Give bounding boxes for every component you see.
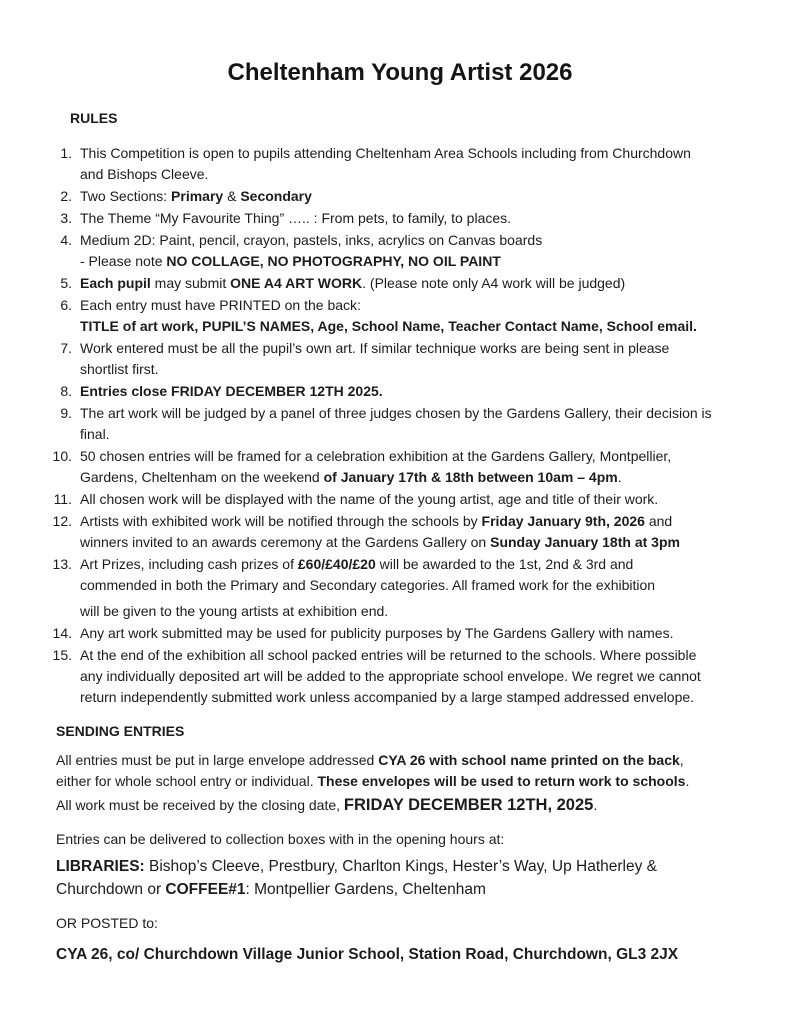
- rule-item: [46, 186, 782, 207]
- text-line: [80, 208, 782, 229]
- text-line: [80, 575, 782, 596]
- text-run: Two Sections:: [80, 188, 172, 204]
- rule-number: 2.: [60, 188, 72, 204]
- rule-number: 11.: [53, 491, 72, 507]
- text-run: and: [644, 513, 673, 529]
- text-run: Entries can be delivered to collection boxes with in the opening hours at:: [56, 831, 505, 847]
- text-run: CYA 26 with school name printed on the back: [378, 752, 680, 768]
- text-run: Churchdown or: [56, 881, 166, 898]
- rule-number: 10.: [52, 448, 72, 464]
- text-line: [80, 623, 782, 644]
- text-line: [80, 164, 782, 185]
- text-run: Bishop’s Cleeve, Prestbury, Charlton Kings, Hester’s Way, Up Hatherley &: [144, 858, 657, 875]
- text-run: FRIDAY DECEMBER 12TH, 2025: [343, 796, 594, 814]
- rule-number: 14.: [52, 625, 72, 641]
- text-run: This Competition is open to pupils attending Cheltenham Area Schools including from Churchdown: [80, 145, 691, 161]
- rule-text: [72, 230, 782, 272]
- rule-item: [46, 295, 782, 337]
- text-run: Any art work submitted may be used for publicity purposes by The Gardens Gallery with names.: [80, 625, 674, 641]
- text-line: [56, 913, 786, 934]
- text-run: Sunday January 18th at 3pm: [490, 534, 680, 550]
- text-run: Work entered must be all the pupil’s own art. If similar technique works are being sent in please: [80, 340, 670, 356]
- rule-number: 8.: [60, 383, 72, 399]
- text-run: Friday January 9th, 2026: [481, 513, 645, 529]
- text-run: £60/£40/£20: [297, 556, 376, 572]
- text-run: will be awarded to the 1st, 2nd & 3rd and: [375, 556, 634, 572]
- text-run: Gardens, Cheltenham on the weekend: [80, 469, 324, 485]
- text-run: ONE A4 ART WORK: [230, 275, 363, 291]
- text-line: [56, 750, 786, 771]
- text-run: commended in both the Primary and Secondary categories. All framed work for the exhibition: [80, 577, 656, 593]
- rule-number: 9.: [60, 405, 72, 421]
- text-run: final.: [80, 426, 110, 442]
- rule-text: [72, 295, 782, 337]
- text-line: [80, 424, 782, 445]
- text-run: These envelopes will be used to return work to schools: [317, 773, 686, 789]
- rule-text: [72, 338, 782, 380]
- rules-list: [0, 143, 800, 708]
- text-run: The Theme “My Favourite Thing” ….. : From pets, to family, to places.: [80, 210, 512, 226]
- rule-text: [72, 186, 782, 207]
- text-line: [80, 554, 782, 575]
- text-line: [80, 251, 782, 272]
- text-line: [80, 316, 782, 337]
- text-line: [80, 532, 782, 553]
- text-run: Artists with exhibited work will be notified through the schools by: [80, 513, 482, 529]
- text-run: .: [617, 469, 622, 485]
- text-run: OR POSTED to:: [56, 915, 158, 931]
- rule-item: [46, 623, 782, 644]
- rules-heading: RULES: [70, 110, 118, 126]
- text-run: Medium 2D: Paint, pencil, crayon, pastels, inks, acrylics on Canvas boards: [80, 232, 543, 248]
- text-run: either for whole school entry or individual.: [56, 773, 318, 789]
- text-run: and Bishops Cleeve.: [80, 166, 209, 182]
- rule-item: [46, 338, 782, 380]
- rule-item: [46, 403, 782, 445]
- paragraph-envelope-instructions: [56, 750, 786, 792]
- paragraph-postal-address: [56, 943, 786, 966]
- rule-item: [46, 381, 782, 402]
- text-run: All work must be received by the closing date,: [56, 797, 344, 813]
- text-line: [80, 403, 782, 424]
- text-run: COFFEE#1: [165, 881, 246, 898]
- text-run: may submit: [150, 275, 231, 291]
- rule-number: 4.: [60, 232, 72, 248]
- text-run: shortlist first.: [80, 361, 159, 377]
- text-run: .: [685, 773, 690, 789]
- text-run: Primary: [171, 188, 224, 204]
- text-line: [56, 795, 786, 816]
- text-line: [80, 295, 782, 316]
- sending-entries-heading: SENDING ENTRIES: [56, 723, 185, 739]
- rule-number: 6.: [60, 297, 72, 313]
- text-run: At the end of the exhibition all school packed entries will be returned to the schools. Where possible: [80, 647, 697, 663]
- text-line: [56, 943, 786, 966]
- paragraph-delivery-info: [56, 829, 786, 850]
- text-run: All chosen work will be displayed with the name of the young artist, age and title of their work.: [80, 491, 659, 507]
- text-run: 50 chosen entries will be framed for a celebration exhibition at the Gardens Gallery, Montpellier,: [80, 448, 672, 464]
- rule-text: [72, 489, 782, 510]
- rule-text: [72, 554, 782, 622]
- text-line: [56, 771, 786, 792]
- rule-text: [72, 403, 782, 445]
- text-line: [80, 381, 782, 402]
- text-line: [80, 359, 782, 380]
- rule-item: [46, 143, 782, 185]
- text-line: [80, 230, 782, 251]
- rule-number: 12.: [52, 513, 72, 529]
- rule-item: [46, 208, 782, 229]
- rule-text: [72, 623, 782, 644]
- paragraph-libraries-locations: [56, 855, 786, 901]
- rule-number: 5.: [60, 275, 72, 291]
- text-run: Entries close FRIDAY DECEMBER 12TH 2025.: [80, 383, 383, 399]
- text-run: Each pupil: [80, 275, 151, 291]
- text-line: [80, 338, 782, 359]
- text-run: All entries must be put in large envelope addressed: [56, 752, 379, 768]
- rule-item: [46, 554, 782, 622]
- rule-text: [72, 208, 782, 229]
- text-run: will be given to the young artists at exhibition end.: [80, 603, 389, 619]
- text-run: The art work will be judged by a panel of three judges chosen by the Gardens Gallery, their decision is: [80, 405, 712, 421]
- text-line: [56, 878, 786, 901]
- text-line: [80, 467, 782, 488]
- text-line: [80, 601, 782, 622]
- text-run: ,: [679, 752, 684, 768]
- sending-entries-section: [56, 724, 786, 966]
- text-run: Secondary: [240, 188, 312, 204]
- rule-number: 1.: [60, 145, 72, 161]
- rule-text: [72, 511, 782, 553]
- page-title: Cheltenham Young Artist 2026: [227, 59, 573, 86]
- rule-item: [46, 230, 782, 272]
- rule-text: [72, 143, 782, 185]
- rule-number: 13.: [52, 556, 72, 572]
- text-run: . (Please note only A4 work will be judged): [362, 275, 626, 291]
- text-run: of January 17th & 18th between 10am – 4pm: [323, 469, 618, 485]
- text-line: [80, 666, 782, 687]
- text-line: [80, 446, 782, 467]
- text-line: [80, 511, 782, 532]
- paragraph-or-posted: [56, 913, 786, 934]
- text-run: Each entry must have PRINTED on the back:: [80, 297, 361, 313]
- text-run: TITLE of art work, PUPIL’S NAMES, Age, School Name, Teacher Contact Name, School email.: [80, 318, 697, 334]
- rule-item: [46, 511, 782, 553]
- text-line: [80, 143, 782, 164]
- paragraph-closing-date: [56, 795, 786, 816]
- rule-item: [46, 446, 782, 488]
- text-run: - Please note: [80, 253, 167, 269]
- text-run: Art Prizes, including cash prizes of: [80, 556, 298, 572]
- text-run: return independently submitted work unless accompanied by a large stamped addressed envelope.: [80, 689, 695, 705]
- text-line: [80, 273, 782, 294]
- text-run: any individually deposited art will be added to the appropriate school envelope. We regret we cannot: [80, 668, 701, 684]
- rule-item: [46, 645, 782, 708]
- rule-text: [72, 645, 782, 708]
- text-line: [80, 186, 782, 207]
- text-run: NO COLLAGE, NO PHOTOGRAPHY, NO OIL PAINT: [166, 253, 501, 269]
- text-run: LIBRARIES:: [56, 858, 145, 875]
- text-line: [56, 855, 786, 878]
- rule-text: [72, 273, 782, 294]
- text-run: &: [223, 188, 241, 204]
- rule-item: [46, 489, 782, 510]
- text-run: .: [593, 797, 598, 813]
- text-run: winners invited to an awards ceremony at the Gardens Gallery on: [80, 534, 491, 550]
- text-line: [80, 687, 782, 708]
- rule-number: 3.: [60, 210, 72, 226]
- text-run: CYA 26, co/ Churchdown Village Junior School, Station Road, Churchdown, GL3 2JX: [56, 946, 679, 963]
- text-line: [80, 489, 782, 510]
- rule-text: [72, 446, 782, 488]
- text-line: [80, 645, 782, 666]
- text-run: : Montpellier Gardens, Cheltenham: [245, 881, 486, 898]
- rule-number: 15.: [52, 647, 72, 663]
- rule-number: 7.: [60, 340, 72, 356]
- rule-text: [72, 381, 782, 402]
- text-line: [56, 829, 786, 850]
- rule-item: [46, 273, 782, 294]
